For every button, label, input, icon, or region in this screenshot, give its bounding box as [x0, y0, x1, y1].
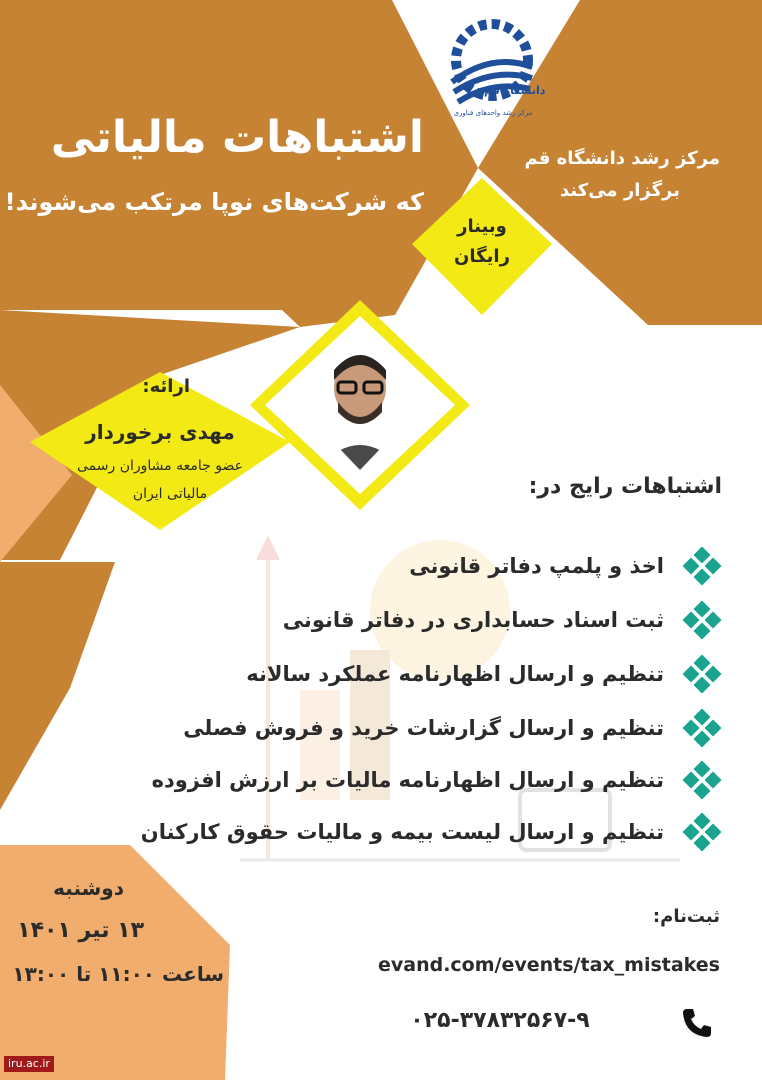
list-item	[32, 546, 722, 586]
list-item-text: تنظیم و ارسال گزارشات خرید و فروش فصلی	[183, 716, 664, 740]
registration-link[interactable]: evand.com/events/tax_mistakes	[377, 954, 720, 976]
logo	[432, 12, 552, 122]
list-item	[32, 600, 722, 640]
list-item-text: اخذ و پلمپ دفاتر قانونی	[409, 554, 664, 578]
event-time: ساعت ۱۱:۰۰ تا ۱۳:۰۰	[12, 962, 224, 986]
phone-number[interactable]: ۰۲۵-۳۷۸۳۲۵۶۷-۹	[410, 1008, 590, 1033]
page-title: اشتباهات مالیاتی	[50, 112, 424, 163]
phone-icon	[680, 1006, 714, 1040]
mistakes-heading: اشتباهات رایج در:	[528, 474, 722, 499]
webinar-line1: وبینار	[457, 216, 507, 237]
logo-subtext: مرکز رشد واحدهای فناوری	[453, 109, 533, 117]
webinar-line2: رایگان	[454, 246, 510, 267]
diamond-bullet-icon	[682, 708, 722, 748]
diamond-bullet-icon	[682, 760, 722, 800]
presenter-role-line1: عضو جامعه مشاوران رسمی	[77, 458, 243, 474]
event-date: ۱۳ تیر ۱۴۰۱	[17, 918, 144, 943]
diamond-bullet-icon	[682, 600, 722, 640]
page-subtitle: که شرکت‌های نوپا مرتکب می‌شوند!	[4, 188, 424, 216]
list-item-text: ثبت اسناد حسابداری در دفاتر قانونی	[282, 608, 664, 632]
registration-label: ثبت‌نام:	[652, 906, 720, 927]
list-item	[32, 708, 722, 748]
presenter-label: ارائه:	[142, 376, 190, 397]
list-item	[32, 812, 722, 852]
list-item	[32, 760, 722, 800]
gear-logo-icon	[432, 12, 552, 122]
watermark-badge	[4, 1056, 54, 1072]
diamond-bullet-icon	[682, 654, 722, 694]
presenter-role-line2: مالیاتی ایران	[132, 486, 208, 502]
brown-shape-main	[0, 0, 478, 327]
list-item-text: تنظیم و ارسال لیست بیمه و مالیات حقوق کارکنان	[140, 820, 664, 844]
logo-text: دانشگاه قم	[484, 84, 546, 97]
diamond-bullet-icon	[682, 546, 722, 586]
list-item	[32, 654, 722, 694]
diamond-bullet-icon	[682, 812, 722, 852]
event-day: دوشنبه	[53, 876, 124, 900]
presenter-name: مهدی برخوردار	[85, 420, 235, 444]
watermark-text: iru.ac.ir	[8, 1057, 50, 1070]
list-item-text: تنظیم و ارسال اظهارنامه عملکرد سالانه	[246, 662, 664, 686]
brown-shape-left	[0, 310, 300, 375]
organizer-line1: مرکز رشد دانشگاه قم	[524, 148, 720, 169]
organizer-line2: برگزار می‌کند	[560, 180, 680, 201]
list-item-text: تنظیم و ارسال اظهارنامه مالیات بر ارزش افزوده	[151, 768, 664, 792]
